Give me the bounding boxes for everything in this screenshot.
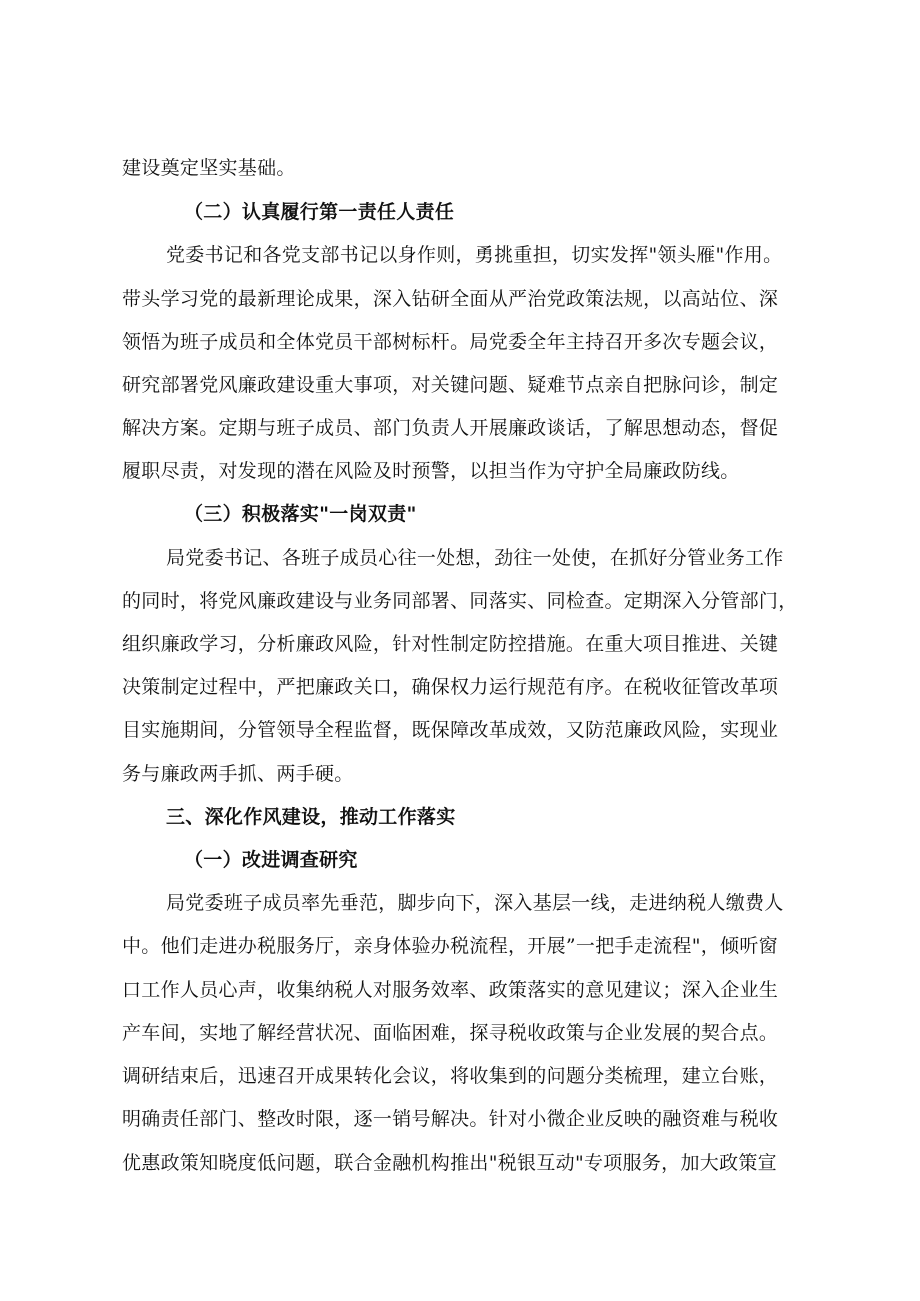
paragraph-line: 领悟为班子成员和全体党员干部树标杆。局党委全年主持召开多次专题会议， (122, 331, 779, 353)
paragraph-line: 组织廉政学习，分析廉政风险，针对性制定防控措施。在重大项目推进、关键 (122, 633, 779, 655)
paragraph-line: 履职尽责，对发现的潜在风险及时预警，以担当作为守护全局廉政防线。 (122, 460, 740, 482)
paragraph-line: 党委书记和各党支部书记以身作则，勇挑重担，切实发挥"领头雁"作用。 (166, 244, 783, 266)
paragraph-line: 带头学习党的最新理论成果，深入钻研全面从严治党政策法规，以高站位、深 (122, 288, 779, 310)
paragraph-line: 局党委书记、各班子成员心往一处想，劲往一处使，在抓好分管业务工作 (166, 547, 784, 569)
paragraph-line: 中。他们走进办税服务厅，亲身体验办税流程，开展”一把手走流程"，倾听窗 (122, 935, 778, 957)
paragraph-line: 务与廉政两手抓、两手硬。 (122, 763, 354, 785)
paragraph-line: 解决方案。定期与班子成员、部门负责人开展廉政谈话，了解思想动态，督促 (122, 417, 779, 439)
paragraph-line: 明确责任部门、整改时限，逐一销号解决。针对小微企业反映的融资难与税收 (122, 1108, 779, 1130)
chapter-heading: 三、深化作风建设，推动工作落实 (166, 806, 456, 828)
section-heading: （三）积极落实"一岗双责" (184, 503, 417, 525)
paragraph-line: 调研结束后，迅速召开成果转化会议，将收集到的问题分类梳理，建立台账， (122, 1065, 779, 1087)
paragraph-line: 产车间，实地了解经营状况、面临困难，探寻税收政策与企业发展的契合点。 (122, 1022, 779, 1044)
section-heading: （一）改进调查研究 (184, 849, 358, 871)
paragraph-line: 优惠政策知晓度低问题，联合金融机构推出"税银互动"专项服务，加大政策宣 (122, 1152, 777, 1174)
paragraph-line: 目实施期间，分管领导全程监督，既保障改革成效，又防范廉政风险，实现业 (122, 719, 779, 741)
paragraph-line: 建设奠定坚实基础。 (122, 157, 296, 179)
paragraph-line: 研究部署党风廉政建设重大事项，对关键问题、疑难节点亲自把脉问诊，制定 (122, 374, 779, 396)
paragraph-line: 的同时，将党风廉政建设与业务同部署、同落实、同检查。定期深入分管部门， (122, 590, 798, 612)
paragraph-line: 局党委班子成员率先垂范，脚步向下，深入基层一线，走进纳税人缴费人 (166, 892, 784, 914)
section-heading: （二）认真履行第一责任人责任 (184, 201, 455, 223)
paragraph-line: 口工作人员心声，收集纳税人对服务效率、政策落实的意见建议；深入企业生 (122, 979, 779, 1001)
paragraph-line: 决策制定过程中，严把廉政关口，确保权力运行规范有序。在税收征管改革项 (122, 676, 779, 698)
